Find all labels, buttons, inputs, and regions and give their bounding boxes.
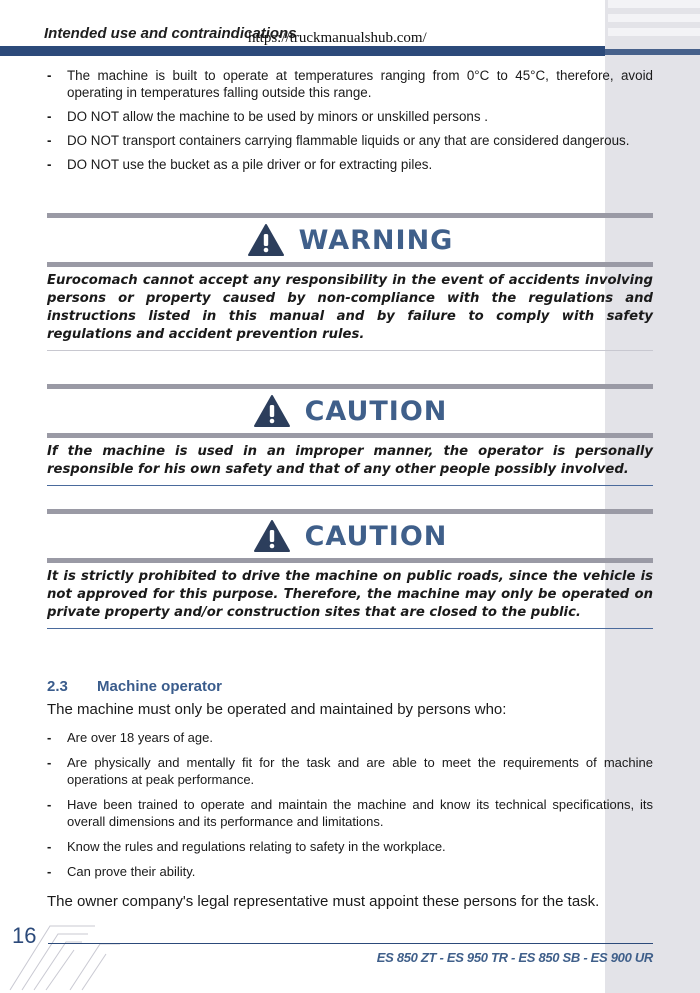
bullet-dash: - [47,157,52,172]
notice-word: WARNING [298,224,454,256]
list-item [47,156,653,173]
page-number: 16 [12,923,37,948]
list-item [47,863,653,880]
side-tab [608,14,700,22]
list-item-text: DO NOT transport containers carrying flammable liquids or any that are considered dangerous. [67,133,630,148]
side-tab [608,0,700,8]
caution-notice [47,509,653,629]
list-item-text: Can prove their ability. [67,864,196,879]
list-item-text: Are over 18 years of age. [67,730,213,745]
section-heading [47,678,222,695]
list-item [47,838,653,855]
bullet-dash: - [47,755,52,770]
list-item-text: Have been trained to operate and maintain the machine and know its technical specifications, its overall dimensions and its performance and limitations. [67,797,653,829]
top-list [47,67,653,180]
bullet-dash: - [47,730,52,745]
bullet-dash: - [47,109,52,124]
notice-heading [47,389,653,433]
warning-triangle-icon [253,394,291,428]
list-item [47,796,653,830]
notice-heading [47,514,653,558]
list-item-text: Know the rules and regulations relating to safety in the workplace. [67,839,446,854]
bullet-dash: - [47,797,52,812]
list-item [47,132,653,149]
footer-rule [48,943,653,944]
bullet-dash: - [47,839,52,854]
operator-requirements-list [47,729,653,888]
header-url[interactable]: https://truckmanualshub.com/ [248,30,427,46]
warning-notice [47,213,653,351]
header-bar [0,46,605,56]
list-item [47,754,653,788]
list-item-text: Are physically and mentally fit for the task and are able to meet the requirements of machine operations at peak performance. [67,755,653,787]
bullet-dash: - [47,68,52,83]
list-item [47,108,653,125]
notice-rule [47,350,653,351]
notice-word: CAUTION [304,520,448,552]
notice-rule [47,485,653,486]
footer-models: ES 850 ZT - ES 950 TR - ES 850 SB - ES 900 UR [376,950,653,965]
header-bar-extension [605,49,700,55]
section-intro: The machine must only be operated and maintained by persons who: [47,701,507,718]
bullet-dash: - [47,864,52,879]
notice-word: CAUTION [304,395,448,427]
list-item-text: The machine is built to operate at temperatures ranging from 0°C to 45°C, therefore, avoid operating in temperatures falling outside this range. [67,68,653,100]
side-tab [608,28,700,36]
list-item [47,729,653,746]
list-item [47,67,653,101]
warning-triangle-icon [247,223,285,257]
notice-text: Eurocomach cannot accept any responsibility in the event of accidents involving persons or property caused by non-compliance with the regulations and instructions listed in this manual and by failure to comply with safety regulations and accident prevention rules. [47,273,653,342]
notice-rule [47,628,653,629]
notice-heading [47,218,653,262]
list-item-text: DO NOT use the bucket as a pile driver or for extracting piles. [67,157,433,172]
closing-paragraph: The owner company's legal representative must appoint these persons for the task. [47,893,600,910]
section-number: 2.3 [47,678,68,695]
warning-triangle-icon [253,519,291,553]
section-title: Machine operator [97,678,223,695]
caution-notice [47,384,653,486]
notice-text: It is strictly prohibited to drive the machine on public roads, since the vehicle is not approved for this purpose. Therefore, the machine may only be operated on private property and/or construction sites that are closed to the public. [47,569,653,620]
bullet-dash: - [47,133,52,148]
list-item-text: DO NOT allow the machine to be used by minors or unskilled persons . [67,109,489,124]
notice-text: If the machine is used in an improper manner, the operator is personally responsible for his own safety and that of any other people possibly involved. [47,444,653,477]
header-section-title: Intended use and contraindications [44,25,297,42]
